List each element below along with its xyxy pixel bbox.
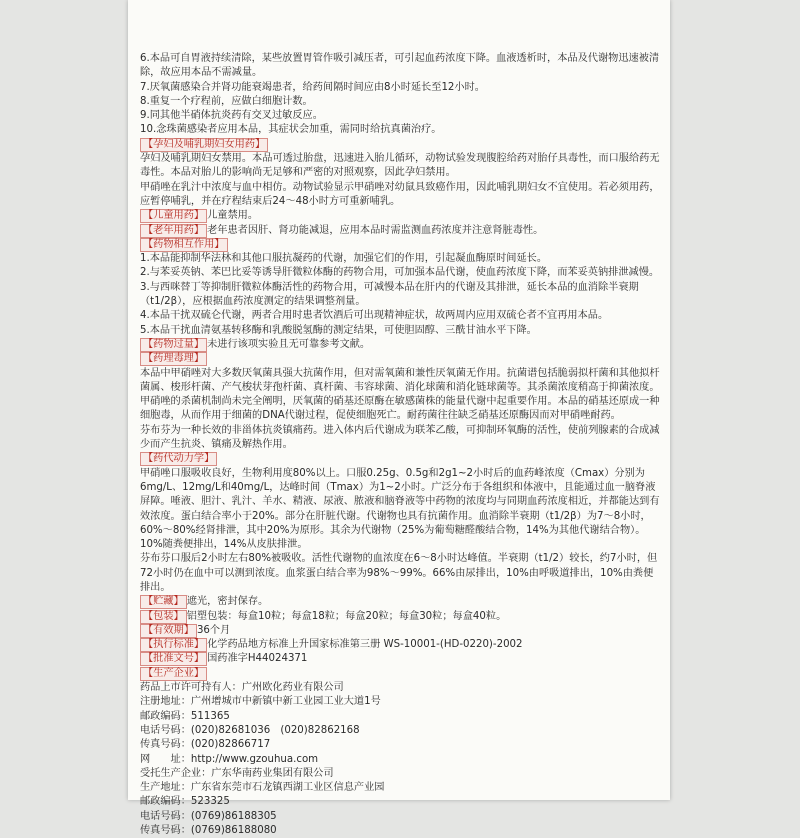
children-heading: 【儿童用药】 [140, 209, 207, 223]
standard-text: 化学药品地方标准上升国家标准第三册 WS-10001-(HD-0220)-2002 [207, 639, 523, 651]
interaction-item: 3.与西咪替丁等抑制肝微粒体酶活性的药物合用，可减慢本品在肝内的代谢及其排泄，延长本品的血消除半衰期（t1/2β），应根据血药浓度测定的结果调整剂量。 [140, 281, 639, 308]
approval-heading: 【批准文号】 [140, 652, 207, 666]
pharmacology-text: 本品中甲硝唑对大多数厌氧菌具强大抗菌作用，但对需氧菌和兼性厌氧菌无作用。抗菌谱包括脆弱拟杆菌和其他拟杆菌属、梭形杆菌、产气梭状芽孢杆菌、真杆菌、韦容球菌、消化球菌和消化链球菌等。其杀菌浓度稍高于抑菌浓度。甲硝唑的杀菌机制尚未完全阐明，厌氧菌的硝基还原酶在敏感菌株的能量代谢中起重要作用。本品的硝基还原成一种细胞毒，从而作用于细菌的DNA代谢过程，促使细胞死亡。耐药菌往往缺乏硝基还原酶因而对甲硝唑耐药。 [140, 367, 660, 422]
interaction-item: 5.本品干扰血清氨基转移酶和乳酸脱氢酶的测定结果，可使胆固醇、三酰甘油水平下降。 [140, 324, 537, 336]
pregnancy-text: 孕妇及哺乳期妇女禁用。本品可透过胎盘，迅速进入胎儿循环，动物试验发现腹腔给药对胎仔具毒性，而口服给药无毒性。本品对胎儿的影响尚无足够和严密的对照观察，因此孕妇禁用。 [140, 153, 660, 179]
warnings-section [140, 52, 660, 138]
validity-section [140, 624, 660, 638]
manufacturer-line: 邮政编码：511365 [140, 710, 230, 722]
manufacturer-section [140, 667, 660, 838]
elderly-heading: 【老年用药】 [140, 224, 207, 238]
standard-heading: 【执行标准】 [140, 638, 207, 652]
warning-item: 10.念珠菌感染者应用本品，其症状会加重，需同时给抗真菌治疗。 [140, 124, 442, 136]
pharmacokinetics-heading: 【药代动力学】 [140, 452, 217, 466]
manufacturer-line: 生产地址：广东省东莞市石龙镇西湖工业区信息产业园 [140, 782, 385, 794]
manufacturer-line: 药品上市许可持有人：广州欧化药业有限公司 [140, 682, 344, 694]
manufacturer-line: 电话号码：(0769)86188305 [140, 810, 277, 822]
validity-text: 36个月 [196, 624, 231, 636]
manufacturer-line: 网 址：http://www.gzouhua.com [140, 753, 319, 765]
interaction-item: 1.本品能抑制华法林和其他口服抗凝药的代谢，加强它们的作用，引起凝血酶原时间延长。 [140, 253, 548, 265]
manufacturer-line: 电话号码：(020)82681036 (020)82862168 [140, 724, 360, 736]
manufacturer-line: 受托生产企业：广东华南药业集团有限公司 [140, 767, 334, 779]
interaction-item: 4.本品干扰双硫仑代谢，两者合用时患者饮酒后可出现精神症状，故两周内应用双硫仑者不宜再用本品。 [140, 310, 609, 322]
packaging-heading: 【包装】 [140, 610, 187, 624]
packaging-text: 铝塑包装：每盒10粒；每盒18粒；每盒20粒；每盒30粒；每盒40粒。 [186, 610, 507, 622]
interaction-item: 2.与苯妥英钠、苯巴比妥等诱导肝微粒体酶的药物合用，可加强本品代谢，使血药浓度下降，而苯妥英钠排泄减慢。 [140, 267, 660, 279]
manufacturer-line: 邮政编码：523325 [140, 796, 230, 808]
pharmacokinetics-section [140, 452, 660, 595]
manufacturer-line: 传真号码：(0769)86188080 [140, 825, 277, 837]
pharmacokinetics-text: 甲硝唑口服吸收良好，生物利用度80%以上。口服0.25g、0.5g和2g1~2小时后的血药峰浓度（Cmax）分别为6mg/L、12mg/L和40mg/L，达峰时间（Tmax）为1~2小时。广泛分布于各组织和体液中，且能通过血一脑脊液屏障。唾液、胆汁、乳汁、羊水、精液、尿液、脓液和脑脊液等中药物的浓度均与同期血药浓度相近，并都能达到有效浓度。蛋白结合率小于20%。部分在肝脏代谢。代谢物也具有抗菌作用。血消除半衰期（t1/2β）为7～8小时，60%～80%经肾排泄，其中20%为原形。其余为代谢物（25%为葡萄糖醛酸结合物，14%为其他代谢结合物）。10%随粪便排出，14%从皮肤排泄。 [140, 467, 660, 551]
children-text: 儿童禁用。 [207, 210, 259, 222]
validity-heading: 【有效期】 [140, 624, 197, 638]
warning-item: 9.同其他半硝体抗炎药有交叉过敏反应。 [140, 110, 323, 122]
pharmacology-heading: 【药理毒理】 [140, 352, 207, 366]
pharmacology-text: 芬布芬为一种长效的非甾体抗炎镇痛药。进入体内后代谢成为联苯乙酸，可抑制环氧酶的活性，使前列腺素的合成减少而产生抗炎、镇痛及解热作用。 [140, 424, 660, 451]
approval-text: 国药准字H44024371 [207, 653, 308, 665]
children-section [140, 209, 660, 223]
manufacturer-heading: 【生产企业】 [140, 667, 207, 681]
manufacturer-line: 注册地址：广州增城市中新镇中新工业园工业大道1号 [140, 696, 381, 708]
overdose-heading: 【药物过量】 [140, 338, 207, 352]
overdose-section [140, 338, 660, 352]
pregnancy-section [140, 138, 660, 209]
storage-heading: 【贮藏】 [140, 595, 187, 609]
pregnancy-heading: 【孕妇及哺乳期妇女用药】 [140, 138, 268, 152]
elderly-section [140, 224, 660, 238]
approval-section [140, 652, 660, 666]
warning-item: 8.重复一个疗程前，应做白细胞计数。 [140, 95, 313, 107]
warning-item: 6.本品可自胃液持续清除，某些放置胃管作吸引减压者，可引起血药浓度下降。血液透析时，本品及代谢物迅速被清除，故应用本品不需减量。 [140, 53, 660, 79]
packaging-section [140, 610, 660, 624]
storage-text: 遮光，密封保存。 [186, 596, 269, 608]
pharmacokinetics-text: 芬布芬口服后2小时左右80%被吸收。活性代谢物的血浓度在6～8小时达峰值。半衰期（t1/2）较长，约7小时，但72小时仍在血中可以测到浓度。血浆蛋白结合率为98%～99%。66%由尿排出，10%由呼吸道排出，10%由粪便排出。 [140, 553, 658, 593]
storage-section [140, 595, 660, 609]
standard-section [140, 638, 660, 652]
leaflet-content [140, 52, 660, 838]
pregnancy-text: 甲硝唑在乳汁中浓度与血中相仿。动物试验显示甲硝唑对幼鼠具致癌作用，因此哺乳期妇女不宜使用。若必须用药，应暂停哺乳，并在疗程结束后24～48小时方可重新哺乳。 [140, 181, 660, 207]
elderly-text: 老年患者因肝、肾功能减退，应用本品时需监测血药浓度并注意肾脏毒性。 [207, 224, 544, 236]
warning-item: 7.厌氧菌感染合并肾功能衰竭患者，给药间隔时间应由8小时延长至12小时。 [140, 81, 485, 93]
pharmacology-section [140, 352, 660, 452]
interactions-section [140, 238, 660, 338]
interactions-heading: 【药物相互作用】 [140, 238, 228, 252]
manufacturer-line: 传真号码：(020)82866717 [140, 739, 271, 751]
overdose-text: 未进行该项实验且无可靠参考文献。 [207, 338, 371, 350]
